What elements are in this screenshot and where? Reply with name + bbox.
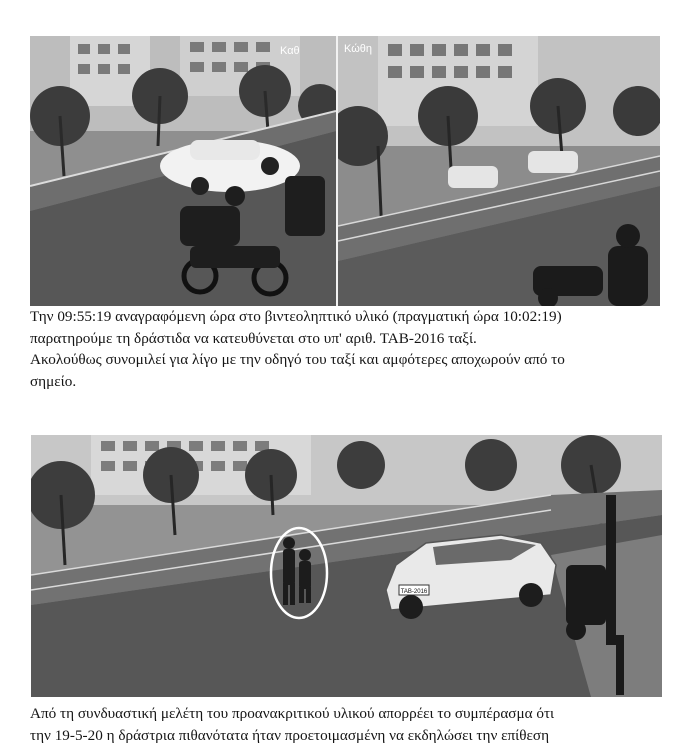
caption-top-line-1: Την 09:55:19 αναγραφόμενη ώρα στο βιντεοληπτικό υλικό (πραγματική ώρα 10:02:19) — [30, 308, 562, 325]
caption-top-line-2: παρατηρούμε τη δράστιδα να κατευθύνεται στο υπ' αριθ. ΤΑΒ-2016 ταξί. — [30, 329, 477, 347]
overlay-text-top-right: Κώθη — [344, 43, 373, 55]
car-plate: ΤΑΒ-2016 — [400, 589, 428, 595]
caption-bottom-line-1: Από τη συνδυαστική μελέτη του προανακριτικού υλικού απορρέει το συμπέρασμα ότι — [30, 705, 555, 722]
caption-top-line-4: σημείο. — [30, 372, 77, 390]
cctv-photo-top-right — [338, 36, 660, 306]
caption-top — [30, 306, 565, 392]
caption-bottom — [30, 703, 554, 746]
overlay-text-top-left: Καθ — [280, 45, 300, 57]
cctv-scene-top-right — [338, 36, 660, 306]
cctv-scene-top-left — [30, 36, 336, 306]
cctv-photo-bottom — [31, 435, 662, 697]
cctv-photo-top-left — [30, 36, 336, 306]
caption-top-line-3: Ακολούθως συνομιλεί για λίγο με την οδηγό του ταξί και αμφότερες αποχωρούν από το — [30, 351, 565, 368]
caption-bottom-line-2: την 19-5-20 η δράστρια πιθανότατα ήταν προετοιμασμένη να εκδηλώσει την επίθεση — [30, 726, 550, 744]
cctv-scene-bottom — [31, 435, 662, 697]
